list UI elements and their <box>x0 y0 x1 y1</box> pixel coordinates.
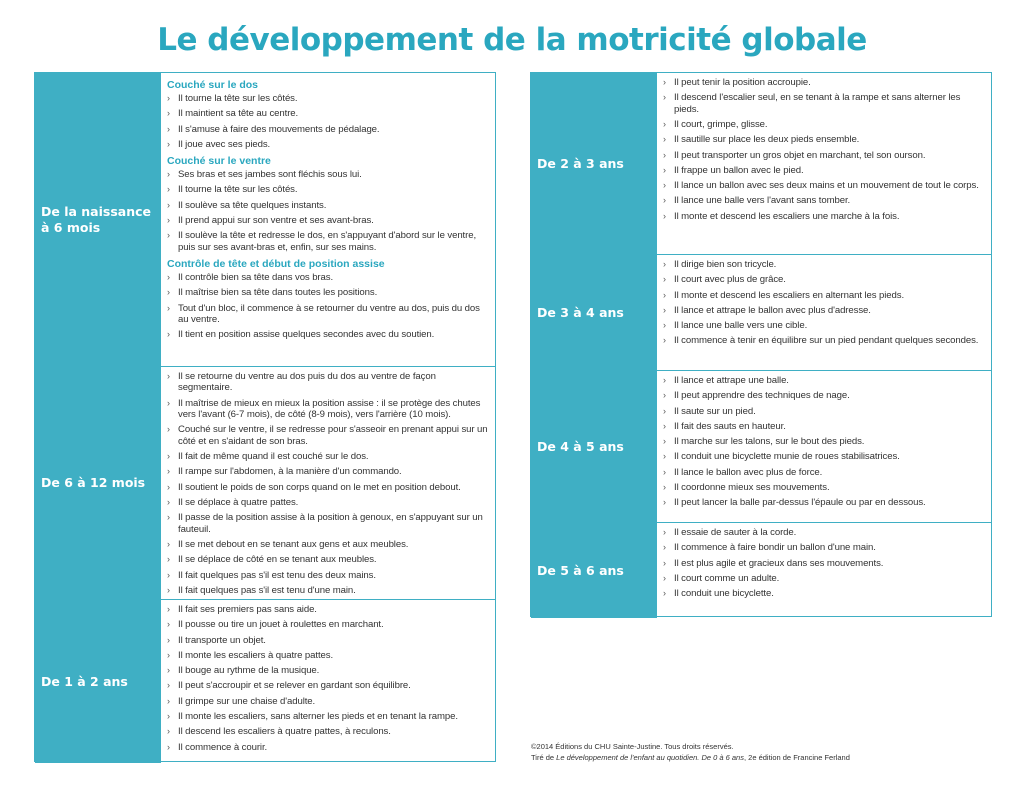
milestone-item <box>663 542 985 553</box>
milestone-text: Il fait ses premiers pas sans aide. <box>178 604 317 615</box>
milestone-text: Ses bras et ses jambes sont fléchis sous lui. <box>178 169 362 181</box>
chevron-right-icon: › <box>663 149 666 160</box>
milestone-text: Il monte et descend les escaliers une marche à la fois. <box>674 210 900 222</box>
section-heading: Contrôle de tête et début de position assise <box>167 258 385 271</box>
milestone-item <box>167 635 489 646</box>
milestone-text: Il rampe sur l'abdomen, à la manière d'un commando. <box>178 466 402 478</box>
chevron-right-icon: › <box>167 711 170 722</box>
milestones-cell <box>657 73 991 254</box>
milestone-item <box>167 329 489 340</box>
milestone-text: Il descend les escaliers à quatre pattes, à reculons. <box>178 726 391 738</box>
milestone-text: Il lance une balle vers une cible. <box>674 320 808 332</box>
milestone-item <box>167 650 489 661</box>
milestone-item <box>167 665 489 676</box>
milestone-item <box>167 124 489 135</box>
milestone-item <box>167 303 489 326</box>
milestone-text: Il descend l'escalier seul, en se tenant à la rampe et sans alterner les pieds. <box>674 92 961 115</box>
milestone-text: Il bouge au rythme de la musique. <box>178 665 320 677</box>
age-label: De 1 à 2 ans <box>35 600 161 763</box>
milestone-item <box>663 573 985 584</box>
chevron-right-icon: › <box>167 569 170 580</box>
milestone-item <box>167 272 489 283</box>
milestones-cell <box>657 523 991 618</box>
milestone-item <box>167 680 489 691</box>
milestone-item <box>663 335 985 346</box>
chevron-right-icon: › <box>167 451 170 462</box>
milestone-text: Il coordonne mieux ses mouvements. <box>674 482 830 494</box>
milestone-text: Il maîtrise bien sa tête dans toutes les positions. <box>178 287 378 299</box>
milestone-text: Il marche sur les talons, sur le bout des pieds. <box>674 436 865 448</box>
milestone-text: Il se met debout en se tenant aux gens et aux meubles. <box>178 539 409 550</box>
milestone-item <box>167 215 489 226</box>
milestone-item <box>167 512 489 535</box>
milestone-item <box>167 604 489 615</box>
chevron-right-icon: › <box>167 680 170 691</box>
milestone-text: Il maintient sa tête au centre. <box>178 108 299 120</box>
chevron-right-icon: › <box>167 741 170 752</box>
left-table <box>34 72 496 762</box>
milestone-item <box>663 588 985 599</box>
milestone-text: Il essaie de sauter à la corde. <box>674 527 797 538</box>
milestone-item <box>167 585 489 596</box>
milestone-text: Il lance et attrape une balle. <box>674 375 789 386</box>
milestone-list <box>663 527 985 600</box>
chevron-right-icon: › <box>663 119 666 129</box>
milestone-item <box>663 451 985 462</box>
milestone-item <box>663 134 985 145</box>
milestones-cell <box>161 367 495 599</box>
source-prefix: Tiré de <box>531 753 557 762</box>
milestone-item <box>167 184 489 195</box>
milestone-item <box>167 539 489 550</box>
milestone-text: Il court avec plus de grâce. <box>674 274 786 286</box>
chevron-right-icon: › <box>167 554 170 565</box>
milestone-text: Il court, grimpe, glisse. <box>674 119 768 130</box>
source-line <box>531 752 850 763</box>
age-label: De 5 à 6 ans <box>531 523 657 618</box>
milestone-item <box>167 424 489 447</box>
milestone-list <box>663 259 985 347</box>
milestone-item <box>167 93 489 104</box>
milestone-text: Il soutient le poids de son corps quand on le met en position debout. <box>178 481 461 493</box>
milestone-item <box>167 696 489 707</box>
chevron-right-icon: › <box>167 199 170 210</box>
milestone-text: Il court comme un adulte. <box>674 572 780 584</box>
page-title: Le développement de la motricité globale <box>157 22 867 58</box>
chevron-right-icon: › <box>167 215 170 226</box>
milestones-cell <box>161 73 495 366</box>
chevron-right-icon: › <box>167 230 170 241</box>
milestone-list <box>167 272 489 341</box>
milestone-item <box>167 200 489 211</box>
milestone-item <box>663 305 985 316</box>
milestone-item <box>663 150 985 161</box>
milestone-list <box>167 169 489 253</box>
section-heading: Couché sur le ventre <box>167 155 271 168</box>
chevron-right-icon: › <box>167 512 170 523</box>
milestone-text: Il peut tenir la position accroupie. <box>674 77 811 88</box>
chevron-right-icon: › <box>167 371 170 381</box>
milestone-text: Il dirige bien son tricycle. <box>674 259 777 270</box>
milestone-item <box>167 139 489 150</box>
milestone-text: Il joue avec ses pieds. <box>178 138 271 150</box>
chevron-right-icon: › <box>663 320 666 331</box>
milestones-cell <box>657 371 991 522</box>
chevron-right-icon: › <box>663 405 666 416</box>
chevron-right-icon: › <box>663 259 666 269</box>
chevron-right-icon: › <box>167 726 170 737</box>
chevron-right-icon: › <box>663 335 666 346</box>
milestone-text: Il peut s'accroupir et se relever en gardant son équilibre. <box>178 680 411 692</box>
chevron-right-icon: › <box>663 466 666 477</box>
milestone-item <box>663 92 985 115</box>
milestones-cell <box>657 255 991 370</box>
milestone-item <box>663 406 985 417</box>
milestone-text: Il soulève la tête et redresse le dos, en s'appuyant d'abord sur le ventre, puis sur ses avant-bras et, enfin, sur ses mains. <box>178 230 477 253</box>
milestone-item <box>663 375 985 386</box>
milestone-text: Il conduit une bicyclette. <box>674 588 774 600</box>
chevron-right-icon: › <box>663 274 666 285</box>
chevron-right-icon: › <box>663 557 666 568</box>
milestone-item <box>663 482 985 493</box>
chevron-right-icon: › <box>167 272 170 283</box>
chevron-right-icon: › <box>167 329 170 340</box>
chevron-right-icon: › <box>663 92 666 103</box>
chevron-right-icon: › <box>663 375 666 385</box>
milestone-text: Il peut apprendre des techniques de nage. <box>674 390 850 402</box>
milestone-item <box>167 466 489 477</box>
chevron-right-icon: › <box>167 397 170 408</box>
milestone-text: Couché sur le ventre, il se redresse pour s'asseoir en prenant appui sur un côté et en s'aidant de son bras. <box>178 424 488 447</box>
age-label: De 6 à 12 mois <box>35 367 161 599</box>
chevron-right-icon: › <box>167 497 170 507</box>
milestone-item <box>167 371 489 394</box>
chevron-right-icon: › <box>167 287 170 298</box>
milestone-list <box>167 604 489 753</box>
chevron-right-icon: › <box>663 451 666 462</box>
milestone-text: Il tient en position assise quelques secondes avec du soutien. <box>178 329 435 341</box>
section-heading: Couché sur le dos <box>167 79 259 91</box>
milestone-text: Il contrôle bien sa tête dans vos bras. <box>178 272 334 284</box>
milestone-text: Il monte les escaliers, sans alterner les pieds et en tenant la rampe. <box>178 711 458 723</box>
chevron-right-icon: › <box>167 93 170 103</box>
milestone-text: Il pousse ou tire un jouet à roulettes en marchant. <box>178 619 384 631</box>
milestone-item <box>167 554 489 565</box>
milestone-item <box>663 497 985 508</box>
milestone-item <box>663 180 985 191</box>
chevron-right-icon: › <box>663 134 666 145</box>
milestone-text: Il se retourne du ventre au dos puis du dos au ventre de façon segmentaire. <box>178 371 436 394</box>
chevron-right-icon: › <box>167 584 170 595</box>
milestone-item <box>663 211 985 222</box>
milestone-item <box>663 558 985 569</box>
source-title: Le développement de l'enfant au quotidien. De 0 à 6 ans <box>556 753 744 762</box>
milestone-text: Tout d'un bloc, il commence à se retourner du ventre au dos, puis du dos au ventre. <box>178 302 480 326</box>
chevron-right-icon: › <box>167 108 170 119</box>
milestone-text: Il passe de la position assise à la position à genoux, en s'appuyant sur un fauteuil. <box>178 512 483 535</box>
milestone-text: Il tourne la tête sur les côtés. <box>178 184 298 196</box>
chevron-right-icon: › <box>663 420 666 431</box>
chevron-right-icon: › <box>167 302 170 313</box>
source-suffix: , 2e édition de Francine Ferland <box>743 753 850 762</box>
milestone-list <box>663 77 985 222</box>
milestone-item <box>167 619 489 630</box>
milestone-text: Il se déplace à quatre pattes. <box>178 497 299 508</box>
chevron-right-icon: › <box>663 390 666 401</box>
milestone-item <box>663 290 985 301</box>
milestone-text: Il frappe un ballon avec le pied. <box>674 164 804 176</box>
milestone-text: Il se déplace de côté en se tenant aux meubles. <box>178 554 377 566</box>
right-table <box>530 72 992 617</box>
milestone-item <box>167 711 489 722</box>
milestone-item <box>663 320 985 331</box>
milestone-item <box>663 467 985 478</box>
milestone-text: Il transporte un objet. <box>178 634 266 646</box>
chevron-right-icon: › <box>663 289 666 300</box>
age-row-de-5-a-6-ans <box>531 523 991 618</box>
milestones-cell <box>161 600 495 763</box>
age-row-de-1-a-2-ans <box>35 600 495 763</box>
milestone-text: Il commence à tenir en équilibre sur un pied pendant quelques secondes. <box>674 335 979 347</box>
chevron-right-icon: › <box>167 649 170 660</box>
age-label: De 3 à 4 ans <box>531 255 657 370</box>
milestone-item <box>167 570 489 581</box>
milestone-text: Il lance une balle vers l'avant sans tomber. <box>674 195 851 207</box>
age-row-de-2-a-3-ans <box>531 73 991 255</box>
milestone-text: Il s'amuse à faire des mouvements de pédalage. <box>178 123 380 135</box>
milestone-text: Il peut transporter un gros objet en marchant, tel son ourson. <box>674 149 926 161</box>
copyright-line: ©2014 Éditions du CHU Sainte-Justine. Tous droits réservés. <box>531 742 734 751</box>
milestone-text: Il commence à courir. <box>178 741 268 753</box>
footer <box>531 741 850 763</box>
milestone-item <box>167 398 489 421</box>
milestone-item <box>663 119 985 130</box>
milestone-item <box>167 742 489 753</box>
chevron-right-icon: › <box>167 481 170 492</box>
chevron-right-icon: › <box>167 634 170 645</box>
milestone-text: Il saute sur un pied. <box>674 405 756 417</box>
milestone-text: Il monte les escaliers à quatre pattes. <box>178 649 334 661</box>
chevron-right-icon: › <box>663 527 666 537</box>
milestone-item <box>167 726 489 737</box>
chevron-right-icon: › <box>167 466 170 477</box>
chevron-right-icon: › <box>167 424 170 435</box>
chevron-right-icon: › <box>663 195 666 206</box>
milestone-text: Il est plus agile et gracieux dans ses mouvements. <box>674 557 884 569</box>
milestone-text: Il fait quelques pas s'il est tenu des deux mains. <box>178 569 376 581</box>
chevron-right-icon: › <box>663 210 666 221</box>
milestone-text: Il fait des sauts en hauteur. <box>674 420 786 432</box>
milestone-text: Il peut lancer la balle par-dessus l'épaule ou par en dessous. <box>674 497 926 509</box>
milestone-text: Il grimpe sur une chaise d'adulte. <box>178 695 316 707</box>
milestone-text: Il lance un ballon avec ses deux mains et un mouvement de tout le corps. <box>674 180 979 192</box>
chevron-right-icon: › <box>663 497 666 508</box>
chevron-right-icon: › <box>167 619 170 630</box>
chevron-right-icon: › <box>663 588 666 599</box>
milestone-text: Il tourne la tête sur les côtés. <box>178 93 298 104</box>
chevron-right-icon: › <box>663 572 666 583</box>
milestone-item <box>663 436 985 447</box>
milestone-text: Il conduit une bicyclette munie de roues stabilisatrices. <box>674 451 900 463</box>
milestone-item <box>663 165 985 176</box>
milestone-item <box>663 421 985 432</box>
milestone-text: Il monte et descend les escaliers en alternant les pieds. <box>674 289 905 301</box>
milestone-text: Il fait quelques pas s'il est tenu d'une main. <box>178 584 356 596</box>
age-row-de-6-a-12-mois <box>35 367 495 600</box>
milestone-item <box>167 108 489 119</box>
chevron-right-icon: › <box>167 184 170 195</box>
milestone-item <box>167 230 489 253</box>
chevron-right-icon: › <box>167 539 170 549</box>
milestone-text: Il fait de même quand il est couché sur le dos. <box>178 451 369 463</box>
chevron-right-icon: › <box>663 304 666 315</box>
age-label: De 4 à 5 ans <box>531 371 657 522</box>
milestone-list <box>167 371 489 596</box>
milestone-item <box>167 497 489 508</box>
milestone-item <box>663 259 985 270</box>
age-row-de-3-a-4-ans <box>531 255 991 371</box>
chevron-right-icon: › <box>663 542 666 553</box>
chevron-right-icon: › <box>167 138 170 149</box>
milestone-text: Il lance le ballon avec plus de force. <box>674 466 823 478</box>
milestone-list <box>663 375 985 509</box>
milestone-item <box>167 451 489 462</box>
milestone-item <box>167 169 489 180</box>
milestone-item <box>663 77 985 88</box>
milestone-item <box>167 482 489 493</box>
chevron-right-icon: › <box>167 169 170 180</box>
age-label: De la naissance à 6 mois <box>35 73 161 366</box>
milestone-text: Il commence à faire bondir un ballon d'une main. <box>674 542 876 554</box>
age-label: De 2 à 3 ans <box>531 73 657 254</box>
age-row-de-4-a-5-ans <box>531 371 991 523</box>
milestone-item <box>663 527 985 538</box>
chevron-right-icon: › <box>663 164 666 175</box>
chevron-right-icon: › <box>167 123 170 134</box>
chevron-right-icon: › <box>167 665 170 676</box>
milestone-text: Il lance et attrape le ballon avec plus d'adresse. <box>674 304 871 316</box>
milestone-text: Il prend appui sur son ventre et ses avant-bras. <box>178 215 374 227</box>
milestone-text: Il soulève sa tête quelques instants. <box>178 199 327 211</box>
chevron-right-icon: › <box>663 436 666 447</box>
milestone-text: Il sautille sur place les deux pieds ensemble. <box>674 134 860 146</box>
chevron-right-icon: › <box>167 604 170 614</box>
milestone-item <box>663 390 985 401</box>
milestone-item <box>663 195 985 206</box>
chevron-right-icon: › <box>663 77 666 87</box>
chevron-right-icon: › <box>663 482 666 493</box>
age-row-de-la-naissance-a-6-mois <box>35 73 495 367</box>
milestone-item <box>167 287 489 298</box>
milestone-list <box>167 93 489 150</box>
chevron-right-icon: › <box>663 180 666 191</box>
milestone-item <box>663 274 985 285</box>
chevron-right-icon: › <box>167 695 170 706</box>
milestone-text: Il maîtrise de mieux en mieux la position assise : il se protège des chutes vers l'avant (6-7 mois), de côté (8-9 mois), vers l'arrière (10 mois). <box>178 397 481 421</box>
